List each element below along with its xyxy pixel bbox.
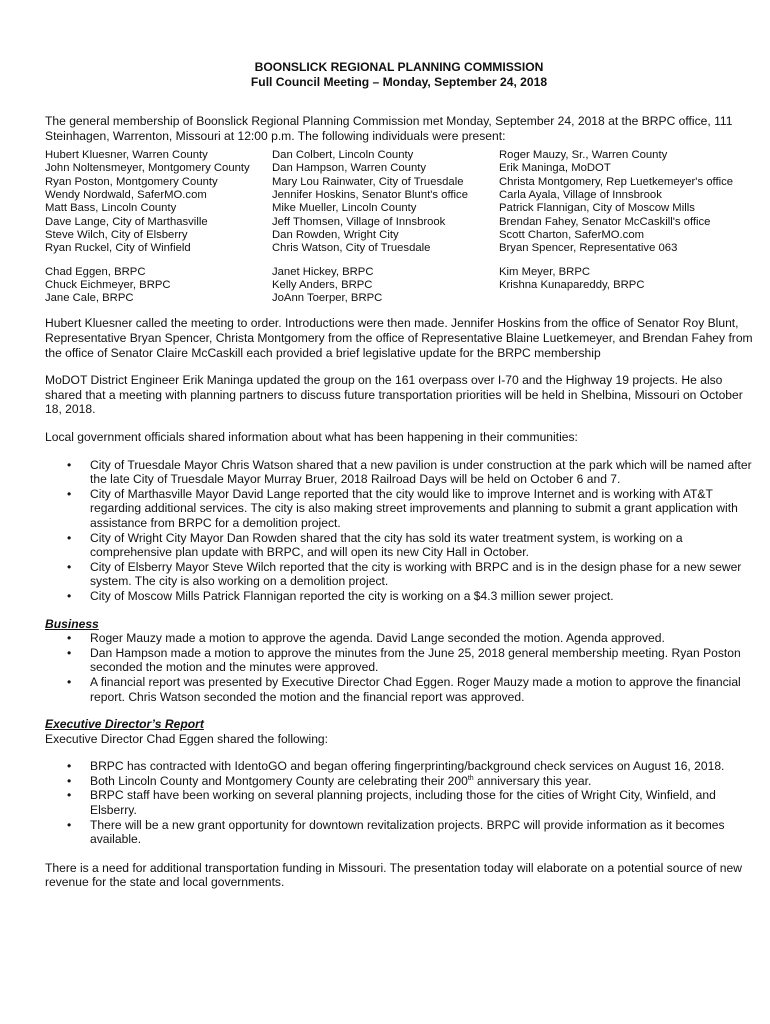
attendee: Mary Lou Rainwater, City of Truesdale <box>272 175 464 188</box>
attendee: Bryan Spencer, Representative 063 <box>499 242 678 255</box>
list-item: • BRPC staff have been working on several planning projects, including those for the cities of Wright City, Winfield, and Elsberry. <box>45 788 753 817</box>
attendee: Brendan Fahey, Senator McCaskill's office <box>499 215 711 228</box>
org-title: BOONSLICK REGIONAL PLANNING COMMISSION <box>254 60 544 74</box>
attendee: Jeff Thomsen, Village of Innsbrook <box>272 215 446 228</box>
attendee: Chris Watson, City of Truesdale <box>272 242 431 255</box>
staff-member: Kim Meyer, BRPC <box>499 265 591 278</box>
attendee: Dan Rowden, Wright City <box>272 228 399 241</box>
staff-member: JoAnn Toerper, BRPC <box>272 292 383 305</box>
list-item-text: Both Lincoln County and Montgomery County are celebrating their 200 <box>90 773 468 788</box>
staff-member: Janet Hickey, BRPC <box>272 265 374 278</box>
intro-paragraph: The general membership of Boonslick Regional Planning Commission met Monday, September 24, 2018 at the BRPC office, 111 Steinhagen, Warrenton, Missouri at 12:00 p.m. The following individuals were present: <box>45 114 733 143</box>
attendee-list <box>45 149 753 255</box>
attendee: Christa Montgomery, Rep Luetkemeyer's office <box>499 175 734 188</box>
list-item: • City of Moscow Mills Patrick Flannigan reported the city is working on a $4.3 million sewer project. <box>45 589 753 604</box>
attendee: Patrick Flannigan, City of Moscow Mills <box>499 202 695 215</box>
attendee: Jennifer Hoskins, Senator Blunt's office <box>272 189 468 202</box>
exec-report-heading: Executive Director’s Report <box>45 717 204 732</box>
list-item: • Roger Mauzy made a motion to approve the agenda. David Lange seconded the motion. Agenda approved. <box>45 631 753 646</box>
staff-list <box>45 266 753 306</box>
exec-report-intro: Executive Director Chad Eggen shared the following: <box>45 731 329 746</box>
attendee: Wendy Nordwald, SaferMO.com <box>45 189 207 202</box>
closing-paragraph: There is a need for additional transportation funding in Missouri. The presentation today will elaborate on a potential source of new revenue for the state and local governments. <box>45 860 742 890</box>
attendee: Hubert Kluesner, Warren County <box>45 149 208 162</box>
list-item: • BRPC has contracted with IdentoGO and began offering fingerprinting/background check services on August 16, 2018. <box>45 759 753 774</box>
attendee-column-2 <box>272 149 499 255</box>
business-heading: Business <box>45 616 99 631</box>
ordinal-suffix: th <box>467 774 474 782</box>
local-officials-paragraph: Local government officials shared information about what has been happening in their communities: <box>45 430 578 445</box>
attendee-column-3 <box>499 149 749 255</box>
attendee: Steve Wilch, City of Elsberry <box>45 228 188 241</box>
attendee: Dave Lange, City of Marthasville <box>45 215 208 228</box>
list-item: • A financial report was presented by Executive Director Chad Eggen. Roger Mauzy made a motion to approve the financial report. Chris Watson seconded the motion and the financial report was approved. <box>45 675 753 704</box>
staff-member: Krishna Kunapareddy, BRPC <box>499 278 645 291</box>
list-item: • There will be a new grant opportunity for downtown revitalization projects. BRPC will provide information as it becomes available. <box>45 818 753 847</box>
attendee: Roger Mauzy, Sr., Warren County <box>499 149 668 162</box>
attendee: Ryan Poston, Montgomery County <box>45 175 218 188</box>
local-updates-list <box>45 458 753 604</box>
list-item: • Dan Hampson made a motion to approve the minutes from the June 25, 2018 general membership meeting. Ryan Poston seconded the motion and the minutes were approved. <box>45 646 753 675</box>
meeting-title: Full Council Meeting – Monday, September 24, 2018 <box>250 75 548 89</box>
attendee: Erik Maninga, MoDOT <box>499 162 611 175</box>
list-item <box>45 774 753 789</box>
call-to-order-paragraph: Hubert Kluesner called the meeting to order. Introductions were then made. Jennifer Hoskins from the office of Senator Roy Blunt, Representative Bryan Spencer, Christa Montgomery from the office of Representative Blaine Luetkemeyer, and Brendan Fahey from the office of Senator Claire McCaskill each provided a brief legislative update for the BRPC membership <box>45 316 753 360</box>
attendee-column-1 <box>45 149 272 255</box>
staff-member: Kelly Anders, BRPC <box>272 278 373 291</box>
document-page <box>45 60 753 890</box>
staff-column-2 <box>272 266 499 306</box>
attendee: Matt Bass, Lincoln County <box>45 202 177 215</box>
business-list <box>45 631 753 704</box>
modot-paragraph: MoDOT District Engineer Erik Maninga updated the group on the 161 overpass over I-70 and the Highway 19 projects. He also shared that a meeting with planning partners to discuss future transportation priorities will be held in Shelbina, Missouri on October 18, 2018. <box>45 373 743 417</box>
attendee: Mike Mueller, Lincoln County <box>272 202 417 215</box>
list-item: • City of Wright City Mayor Dan Rowden shared that the city has sold its water treatment system, is working on a comprehensive plan update with BRPC, and will open its new City Hall in October. <box>45 531 753 560</box>
attendee: Ryan Ruckel, City of Winfield <box>45 242 191 255</box>
attendee: John Noltensmeyer, Montgomery County <box>45 162 250 175</box>
attendee: Dan Hampson, Warren County <box>272 162 427 175</box>
staff-column-1 <box>45 266 272 306</box>
staff-member: Chuck Eichmeyer, BRPC <box>45 278 171 291</box>
exec-report-list <box>45 759 753 847</box>
attendee: Dan Colbert, Lincoln County <box>272 149 414 162</box>
list-item-text: anniversary this year. <box>473 773 592 788</box>
list-item: • City of Marthasville Mayor David Lange reported that the city would like to improve Internet and is working with AT&T regarding additional services. The city is also making street improvements and planning to submit a grant application with assistance from BRPC for a demolition project. <box>45 487 753 531</box>
staff-column-3 <box>499 266 749 306</box>
staff-member: Chad Eggen, BRPC <box>45 265 146 278</box>
list-item: • City of Truesdale Mayor Chris Watson shared that a new pavilion is under construction at the park which will be named after the late City of Truesdale Mayor Murray Bruer, 2018 Railroad Days will be held on October 6 and 7. <box>45 458 753 487</box>
attendee: Carla Ayala, Village of Innsbrook <box>499 189 662 202</box>
list-item: • City of Elsberry Mayor Steve Wilch reported that the city is working with BRPC and is in the design phase for a new sewer system. The city is also working on a demolition project. <box>45 560 753 589</box>
staff-member: Jane Cale, BRPC <box>45 292 134 305</box>
attendee: Scott Charton, SaferMO.com <box>499 228 645 241</box>
